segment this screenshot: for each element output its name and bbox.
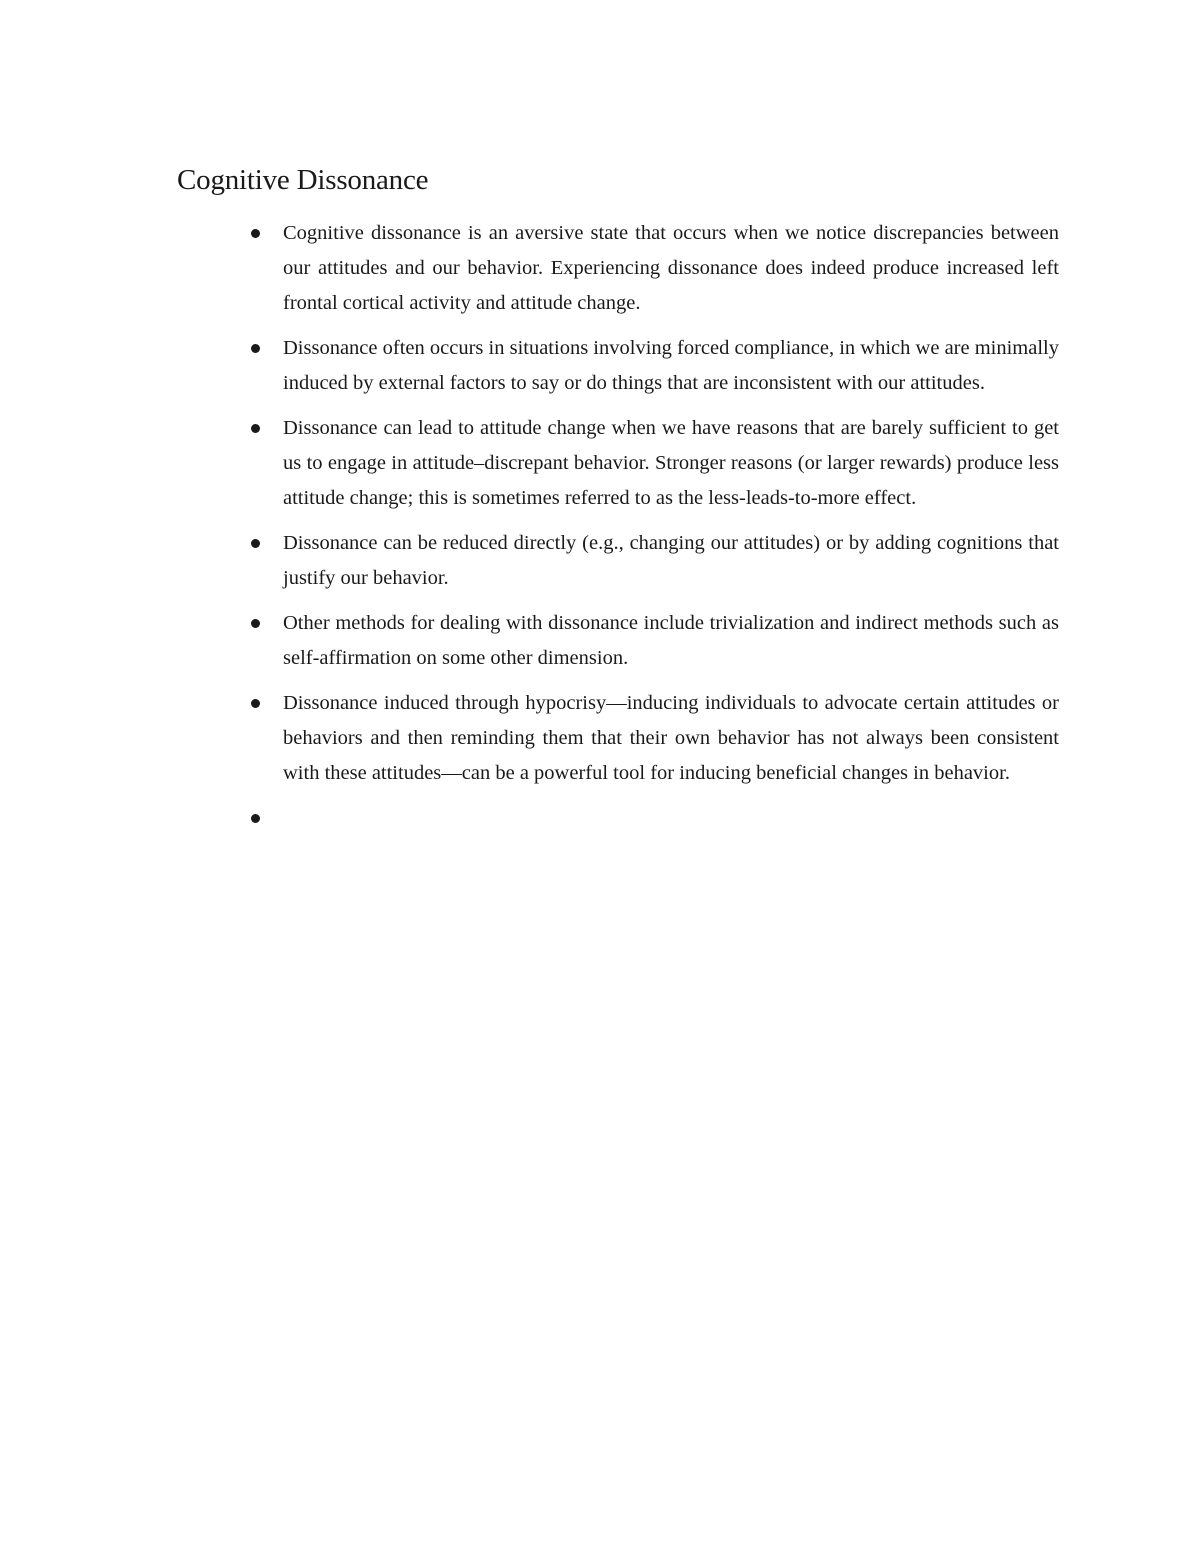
- list-item: [246, 216, 1059, 321]
- list-item-empty: [246, 801, 1059, 836]
- list-item: [246, 686, 1059, 791]
- list-item-text: Dissonance can lead to attitude change when we have reasons that are barely sufficient to get us to engage in attitude–discrepant behavior. Stronger reasons (or larger rewards) produce less attitude change; this is sometimes referred to as the less-leads-to-more effect.: [283, 417, 1059, 509]
- bullet-icon: [251, 424, 260, 433]
- bullet-icon: [251, 814, 260, 823]
- bullet-list: [246, 216, 1059, 846]
- list-item: [246, 526, 1059, 596]
- list-item-text: Dissonance often occurs in situations involving forced compliance, in which we are minimally induced by external factors to say or do things that are inconsistent with our attitudes.: [283, 337, 1059, 394]
- document-title: Cognitive Dissonance: [177, 164, 429, 196]
- bullet-icon: [251, 539, 260, 548]
- list-item: [246, 606, 1059, 676]
- list-item: [246, 331, 1059, 401]
- list-item: [246, 411, 1059, 516]
- list-item-text: Cognitive dissonance is an aversive state that occurs when we notice discrepancies between our attitudes and our behavior. Experiencing dissonance does indeed produce increased left frontal cortical activity and attitude change.: [283, 222, 1059, 314]
- list-item-text: Other methods for dealing with dissonance include trivialization and indirect methods such as self-affirmation on some other dimension.: [283, 612, 1059, 669]
- list-item-text: Dissonance can be reduced directly (e.g., changing our attitudes) or by adding cognitions that justify our behavior.: [283, 532, 1059, 589]
- bullet-icon: [251, 619, 260, 628]
- bullet-icon: [251, 229, 260, 238]
- bullet-icon: [251, 699, 260, 708]
- bullet-icon: [251, 344, 260, 353]
- list-item-text: Dissonance induced through hypocrisy—inducing individuals to advocate certain attitudes or behaviors and then reminding them that their own behavior has not always been consistent with these attitudes—can be a powerful tool for inducing beneficial changes in behavior.: [283, 692, 1059, 784]
